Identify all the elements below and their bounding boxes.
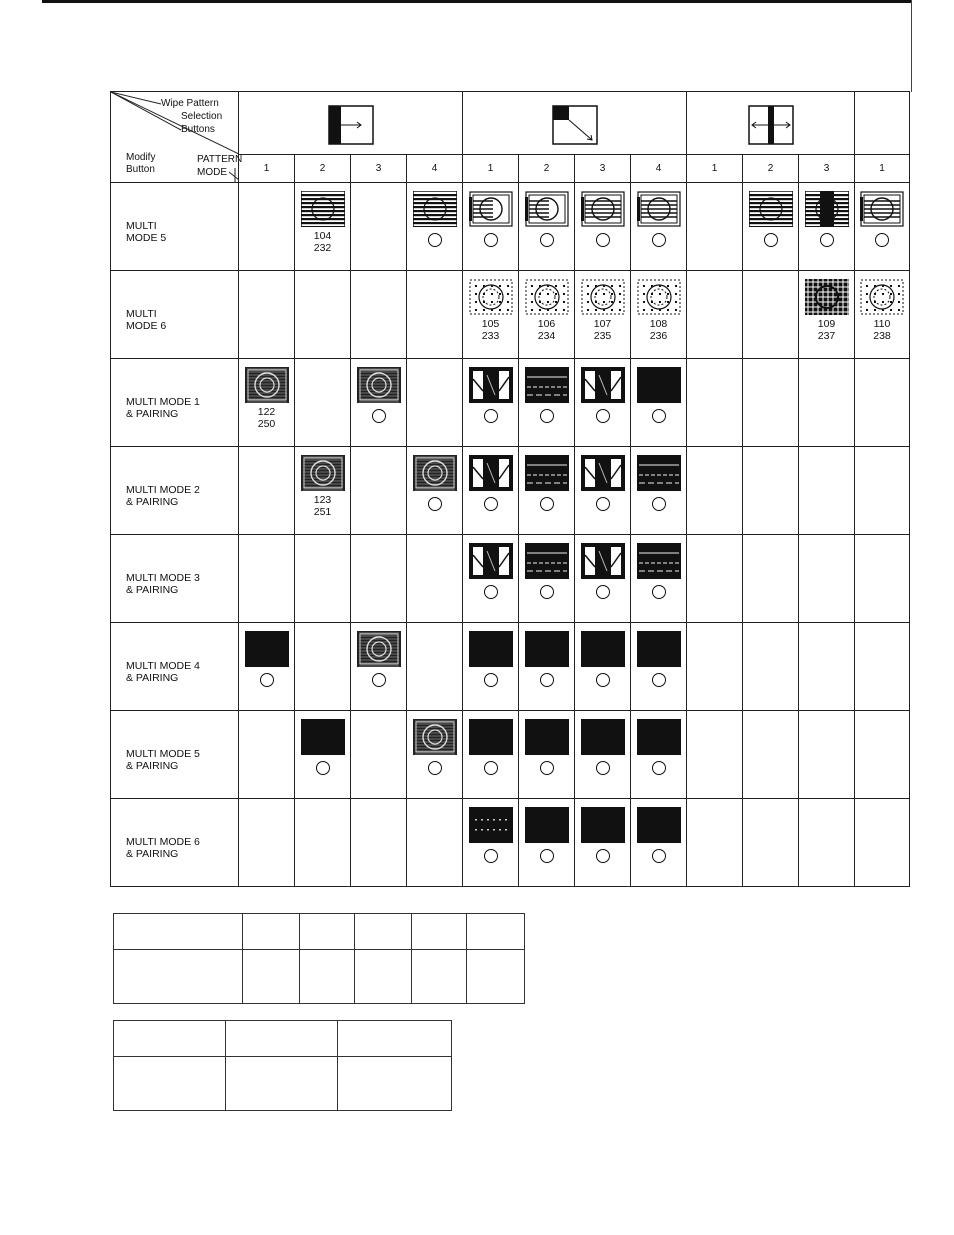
pattern-number-secondary: 251 [313,506,332,518]
row-label-line1: MULTI MODE 3 [126,572,200,584]
pattern-mode-header: 2 [295,155,351,183]
pattern-cell [295,799,351,887]
pattern-cell [463,799,519,887]
pattern-cell [407,711,463,799]
row-label-line1: MULTI MODE 1 [126,396,200,408]
blank-cell [114,1057,226,1111]
row-label-line1: MULTI MODE 4 [126,660,200,672]
pattern-number-secondary: 237 [817,330,836,342]
pattern-cell [407,359,463,447]
pattern-cell [295,183,351,271]
pattern-number-primary: 106 [537,318,556,330]
modify-button-label [111,623,239,711]
pattern-cell [743,711,799,799]
pattern-cell [687,447,743,535]
pattern-cell [407,535,463,623]
pattern-thumbnail [469,367,513,403]
pattern-thumbnail [805,279,849,315]
blank-table-2 [113,1020,452,1111]
available-circle-icon [428,233,442,247]
available-circle-icon [875,233,889,247]
pattern-cell [631,711,687,799]
pattern-cell [463,183,519,271]
pattern-thumbnail [525,631,569,667]
available-circle-icon [484,497,498,511]
pattern-thumbnail [749,191,793,227]
pattern-cell [519,447,575,535]
pattern-cell [575,359,631,447]
blank-cell [114,914,243,950]
available-circle-icon [596,585,610,599]
available-circle-icon [372,409,386,423]
pattern-thumbnail [469,279,513,315]
pattern-cell [519,271,575,359]
table-corner-header [111,92,243,183]
pattern-cell [575,623,631,711]
available-circle-icon [596,849,610,863]
pattern-number [855,318,909,342]
pattern-cell [407,799,463,887]
blank-cell [412,914,467,950]
pattern-number-primary: 122 [257,406,276,418]
available-circle-icon [484,849,498,863]
blank-cell [226,1057,338,1111]
pattern-thumbnail [637,631,681,667]
pattern-cell [295,359,351,447]
available-circle-icon [540,673,554,687]
modify-label-line2: Button [126,164,155,175]
available-circle-icon [540,497,554,511]
group-vertical-split [239,92,463,155]
row-label-line2: MODE 6 [126,320,167,332]
pattern-cell [687,183,743,271]
pattern-cell [351,447,407,535]
blank-cell [300,914,355,950]
pattern-number [295,230,350,254]
pattern-cell [239,623,295,711]
pattern-cell [855,711,910,799]
blank-cell [338,1021,452,1057]
pattern-thumbnail [245,367,289,403]
pattern-cell [575,711,631,799]
available-circle-icon [540,585,554,599]
pattern-thumbnail [301,719,345,755]
pattern-cell [239,711,295,799]
pattern-cell [463,535,519,623]
pattern-mode-header: 1 [463,155,519,183]
pattern-cell [799,447,855,535]
pattern-cell [407,183,463,271]
pattern-cell [743,535,799,623]
blank-cell [355,950,412,1004]
pattern-cell [631,271,687,359]
available-circle-icon [652,673,666,687]
pattern-thumbnail [525,191,569,227]
pattern-thumbnail [860,191,904,227]
pattern-thumbnail [525,367,569,403]
table-row [111,183,910,271]
pattern-thumbnail [637,719,681,755]
available-circle-icon [540,761,554,775]
wipe-pattern-table [110,91,910,887]
pattern-cell [351,623,407,711]
pattern-cell [575,271,631,359]
pattern-mode-header: 1 [855,155,910,183]
pattern-cell [407,623,463,711]
pattern-thumbnail [357,367,401,403]
pattern-number-primary: 110 [873,318,891,330]
available-circle-icon [428,761,442,775]
pattern-cell [743,447,799,535]
pattern-number-secondary: 236 [649,330,668,342]
pattern-cell [519,535,575,623]
pattern-thumbnail [581,807,625,843]
row-label-line2: & PAIRING [126,584,179,596]
pattern-cell [855,623,910,711]
pattern-number [631,318,686,342]
table-row [111,711,910,799]
available-circle-icon [596,673,610,687]
pattern-cell [463,271,519,359]
available-circle-icon [596,233,610,247]
table-row [111,799,910,887]
pattern-cell [295,711,351,799]
blank-cell [300,950,355,1004]
pattern-cell [295,535,351,623]
pattern-thumbnail [637,367,681,403]
pattern-cell [407,271,463,359]
pattern-cell [239,447,295,535]
pattern-cell [799,711,855,799]
pattern-cell [687,623,743,711]
pattern-number [239,406,294,430]
pattern-cell [351,799,407,887]
blank-cell [114,950,243,1004]
pattern-number [295,494,350,518]
pattern-cell [631,447,687,535]
pattern-thumbnail [357,631,401,667]
available-circle-icon [652,761,666,775]
pattern-thumbnail [525,807,569,843]
pattern-cell [799,799,855,887]
pattern-cell [631,183,687,271]
row-label-line1: MULTI [126,220,157,232]
vertical-split-wipe-icon [328,105,374,145]
pattern-cell [463,359,519,447]
pattern-cell [799,623,855,711]
pattern-cell [687,359,743,447]
pattern-label-line2: MODE [197,167,227,178]
pattern-cell [575,799,631,887]
pattern-mode-header: 3 [799,155,855,183]
pattern-cell [519,183,575,271]
available-circle-icon [764,233,778,247]
pattern-cell [463,711,519,799]
pattern-cell [799,359,855,447]
group-partial [855,92,910,155]
pattern-cell [687,535,743,623]
pattern-number-primary: 105 [481,318,500,330]
pattern-thumbnail [581,631,625,667]
available-circle-icon [652,585,666,599]
wipe-label-line2: Selection [181,111,223,122]
pattern-cell [519,711,575,799]
pattern-number-secondary: 232 [313,242,332,254]
pattern-thumbnail [301,191,345,227]
row-label-line2: & PAIRING [126,760,179,772]
pattern-cell [295,623,351,711]
pattern-cell [743,799,799,887]
pattern-cell [855,799,910,887]
modify-button-label [111,183,239,271]
pattern-number-secondary: 250 [257,418,276,430]
pattern-thumbnail [637,807,681,843]
blank-cell [467,914,525,950]
pattern-cell [351,271,407,359]
pattern-thumbnail [525,279,569,315]
wipe-label-line1: Wipe Pattern [161,98,219,109]
pattern-cell [575,183,631,271]
pattern-thumbnail [413,455,457,491]
modify-button-label [111,535,239,623]
available-circle-icon [428,497,442,511]
pattern-thumbnail [469,543,513,579]
pattern-thumbnail [525,455,569,491]
pattern-cell [295,271,351,359]
pattern-cell [743,623,799,711]
pattern-thumbnail [581,719,625,755]
row-label-line2: & PAIRING [126,496,179,508]
pattern-cell [799,183,855,271]
diagonal-corner-wipe-icon [552,105,598,145]
pattern-thumbnail [469,631,513,667]
pattern-cell [519,359,575,447]
row-label-line1: MULTI MODE 6 [126,836,200,848]
blank-cell [355,914,412,950]
pattern-thumbnail [581,279,625,315]
pattern-cell [743,359,799,447]
pattern-number [463,318,518,342]
pattern-cell [631,535,687,623]
wipe-label-line3: Buttons [181,124,215,135]
available-circle-icon [596,761,610,775]
pattern-mode-header: 3 [351,155,407,183]
pattern-thumbnail [469,719,513,755]
pattern-cell [519,623,575,711]
pattern-mode-header: 2 [743,155,799,183]
blank-table-1 [113,913,525,1004]
row-label-line1: MULTI [126,308,157,320]
pattern-number-primary: 123 [313,494,332,506]
pattern-thumbnail [581,455,625,491]
pattern-cell [855,271,910,359]
table-row [111,535,910,623]
pattern-mode-header: 3 [575,155,631,183]
available-circle-icon [484,409,498,423]
blank-cell [467,950,525,1004]
pattern-number-primary: 104 [313,230,332,242]
pattern-number [575,318,630,342]
pattern-cell [351,183,407,271]
pattern-cell [855,359,910,447]
modify-button-label [111,447,239,535]
pattern-thumbnail [469,807,513,843]
modify-label-line1: Modify [126,152,156,163]
pattern-cell [855,183,910,271]
pattern-thumbnail [469,455,513,491]
pattern-mode-header: 4 [631,155,687,183]
available-circle-icon [820,233,834,247]
row-label-line2: MODE 5 [126,232,167,244]
pattern-cell [743,183,799,271]
pattern-mode-header: 1 [239,155,295,183]
blank-cell [226,1021,338,1057]
group-center-cross [687,92,855,155]
available-circle-icon [652,409,666,423]
pattern-thumbnail [581,543,625,579]
pattern-thumbnail [413,719,457,755]
pattern-cell [575,535,631,623]
pattern-cell [687,711,743,799]
pattern-cell [687,799,743,887]
row-label-line2: & PAIRING [126,408,179,420]
blank-cell [338,1057,452,1111]
pattern-thumbnail [469,191,513,227]
pattern-thumbnail [245,631,289,667]
pattern-mode-header: 1 [687,155,743,183]
available-circle-icon [484,761,498,775]
available-circle-icon [484,585,498,599]
blank-cell [412,950,467,1004]
pattern-cell [239,799,295,887]
pattern-cell [239,183,295,271]
table-row [111,447,910,535]
available-circle-icon [484,233,498,247]
pattern-thumbnail [637,279,681,315]
pattern-thumbnail [581,191,625,227]
pattern-thumbnail [637,543,681,579]
modify-button-label [111,799,239,887]
pattern-number-secondary: 235 [593,330,612,342]
pattern-cell [351,711,407,799]
pattern-cell [687,271,743,359]
pattern-cell [799,271,855,359]
available-circle-icon [484,673,498,687]
blank-cell [243,950,300,1004]
pattern-cell [743,271,799,359]
table-row [111,271,910,359]
modify-button-label [111,711,239,799]
available-circle-icon [316,761,330,775]
available-circle-icon [652,233,666,247]
pattern-cell [239,271,295,359]
pattern-cell [631,799,687,887]
pattern-cell [351,535,407,623]
group-diagonal-corner [463,92,687,155]
pattern-cell [519,799,575,887]
pattern-cell [855,535,910,623]
modify-button-label [111,359,239,447]
available-circle-icon [652,497,666,511]
pattern-number [799,318,854,342]
pattern-cell [407,447,463,535]
available-circle-icon [372,673,386,687]
available-circle-icon [540,409,554,423]
pattern-number-secondary: 238 [873,330,891,342]
pattern-thumbnail [301,455,345,491]
right-edge-rule [911,0,912,92]
available-circle-icon [596,409,610,423]
pattern-cell [463,623,519,711]
pattern-cell [799,535,855,623]
available-circle-icon [540,849,554,863]
pattern-cell [855,447,910,535]
pattern-cell [575,447,631,535]
modify-button-label [111,271,239,359]
pattern-cell [631,623,687,711]
pattern-number-secondary: 234 [537,330,556,342]
available-circle-icon [596,497,610,511]
pattern-cell [351,359,407,447]
pattern-number-secondary: 233 [481,330,500,342]
center-cross-wipe-icon [748,105,794,145]
pattern-number-primary: 108 [649,318,668,330]
pattern-cell [463,447,519,535]
pattern-thumbnail [525,543,569,579]
pattern-number-primary: 107 [593,318,612,330]
available-circle-icon [260,673,274,687]
pattern-thumbnail [860,279,904,315]
pattern-thumbnail [805,191,849,227]
pattern-mode-header: 4 [407,155,463,183]
table-row [111,623,910,711]
pattern-thumbnail [637,455,681,491]
pattern-cell [631,359,687,447]
row-label-line2: & PAIRING [126,672,179,684]
pattern-thumbnail [525,719,569,755]
available-circle-icon [540,233,554,247]
blank-cell [243,914,300,950]
blank-cell [114,1021,226,1057]
table-row [111,359,910,447]
available-circle-icon [652,849,666,863]
pattern-number [519,318,574,342]
pattern-label-line1: PATTERN [197,154,243,165]
pattern-number-primary: 109 [817,318,836,330]
top-rule [42,0,912,3]
row-label-line2: & PAIRING [126,848,179,860]
pattern-cell [239,359,295,447]
pattern-thumbnail [413,191,457,227]
pattern-cell [239,535,295,623]
pattern-thumbnail [637,191,681,227]
row-label-line1: MULTI MODE 2 [126,484,200,496]
row-label-line1: MULTI MODE 5 [126,748,200,760]
pattern-thumbnail [581,367,625,403]
pattern-mode-header: 2 [519,155,575,183]
pattern-cell [295,447,351,535]
